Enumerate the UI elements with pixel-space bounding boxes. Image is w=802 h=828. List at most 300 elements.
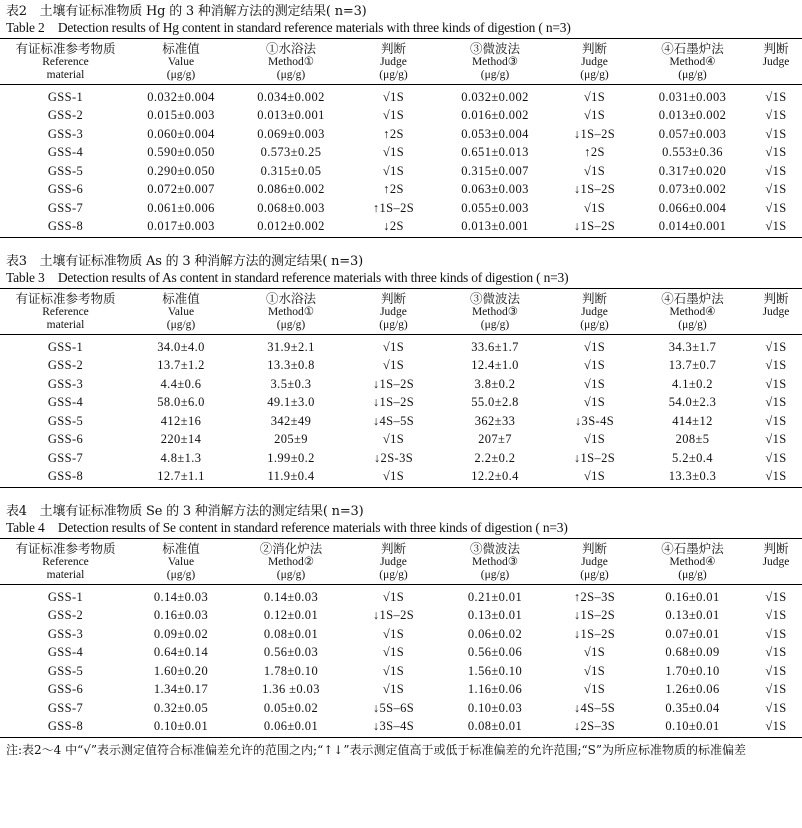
table-cell: √1S xyxy=(765,700,787,715)
header-label-zh: ①水浴法 xyxy=(265,291,316,306)
header-cell xyxy=(231,42,351,82)
header-label-zh: 有证标准参考物质 xyxy=(15,541,116,556)
header-label-zh: ①水浴法 xyxy=(265,41,316,56)
table-cell: 34.0±4.0 xyxy=(157,339,205,354)
header-label-zh: 有证标准参考物质 xyxy=(15,291,116,306)
data-table xyxy=(0,38,802,238)
table-cell: √1S xyxy=(382,682,405,697)
header-label-zh: 判断 xyxy=(380,291,406,306)
header-label-en: material xyxy=(46,569,85,581)
header-label-en: (μg/g) xyxy=(379,319,408,331)
table-row xyxy=(0,218,802,237)
row-label-cell: GSS-6 xyxy=(47,682,84,697)
header-label-en: material xyxy=(46,69,85,81)
header-cell xyxy=(436,292,554,332)
table-cell: √1S xyxy=(583,163,606,178)
header-label-en: (μg/g) xyxy=(480,69,510,81)
table-cell: 0.086±0.002 xyxy=(257,182,325,197)
table-cell: 0.060±0.004 xyxy=(147,126,215,141)
table-cell: ↓1S–2S xyxy=(573,450,616,465)
table-cell: √1S xyxy=(765,395,787,410)
table-cell: ↓4S–5S xyxy=(573,700,616,715)
table-cell: 0.08±0.01 xyxy=(263,626,319,641)
table-cell: 3.8±0.2 xyxy=(474,376,516,391)
table-cell: √1S xyxy=(382,163,405,178)
header-label-en: (μg/g) xyxy=(580,319,609,331)
table-cell: 0.09±0.02 xyxy=(153,626,209,641)
header-label-en: Judge xyxy=(762,56,790,68)
table-row xyxy=(0,681,802,700)
table-cell: ↓2S-3S xyxy=(373,450,414,465)
table-cell: 0.315±0.05 xyxy=(260,163,322,178)
table-cell: 0.017±0.003 xyxy=(147,219,215,234)
header-label-en xyxy=(750,319,802,332)
table-cell: 1.16±0.06 xyxy=(467,682,523,697)
table-cell: 0.10±0.01 xyxy=(153,719,209,734)
table-cell: 0.10±0.01 xyxy=(665,719,720,734)
row-label-cell: GSS-4 xyxy=(47,645,84,660)
header-label-en: (μg/g) xyxy=(166,319,196,331)
table-cell: 0.573±0.25 xyxy=(260,145,322,160)
table-cell: 0.06±0.01 xyxy=(263,719,319,734)
header-label-en: (μg/g) xyxy=(480,319,510,331)
table-cell: √1S xyxy=(765,719,787,734)
table-row xyxy=(0,718,802,737)
table-cell: √1S xyxy=(765,682,787,697)
table-cell: ↓1S–2S xyxy=(573,126,616,141)
table-cell: √1S xyxy=(382,589,405,604)
table-cell: √1S xyxy=(765,469,787,484)
table-cell: 0.032±0.002 xyxy=(461,89,529,104)
header-label-zh: 有证标准参考物质 xyxy=(15,41,116,56)
header-label-en: (μg/g) xyxy=(678,319,707,331)
header-label-en: Method③ xyxy=(471,306,519,318)
row-label-cell: GSS-2 xyxy=(47,108,84,123)
header-cell xyxy=(554,42,635,82)
table-cell: 0.290±0.050 xyxy=(147,163,215,178)
header-label-en: Method④ xyxy=(669,556,716,568)
table-cell: √1S xyxy=(765,358,787,373)
table-cell: √1S xyxy=(765,339,787,354)
header-label-en: Judge xyxy=(762,556,790,568)
table-cell: √1S xyxy=(583,645,606,660)
table-cell: 0.032±0.004 xyxy=(147,89,215,104)
table-cell: ↓1S–2S xyxy=(573,182,616,197)
table-cell: √1S xyxy=(765,376,787,391)
header-cell xyxy=(131,42,231,82)
header-cell xyxy=(750,292,802,332)
table-row xyxy=(0,394,802,413)
header-cell xyxy=(231,292,351,332)
table-cell: √1S xyxy=(765,219,787,234)
table-row xyxy=(0,588,802,607)
header-label-en: (μg/g) xyxy=(379,569,408,581)
table-cell: 0.64±0.14 xyxy=(153,645,209,660)
header-label-en: (μg/g) xyxy=(276,569,306,581)
table-row xyxy=(0,375,802,394)
table-cell: 342±49 xyxy=(270,413,312,428)
header-label-zh: 判断 xyxy=(763,541,789,556)
header-label-zh: 判断 xyxy=(380,41,406,56)
table-cell: √1S xyxy=(765,663,787,678)
row-label-cell: GSS-6 xyxy=(47,182,84,197)
row-label-cell: GSS-7 xyxy=(47,200,84,215)
header-label-en: Judge xyxy=(581,56,608,68)
table-row xyxy=(0,431,802,450)
table-cell: 13.7±1.2 xyxy=(157,358,205,373)
table-cell: ↑2S xyxy=(383,182,404,197)
header-label-zh: 判断 xyxy=(581,541,607,556)
header-label-zh: ②消化炉法 xyxy=(259,541,323,556)
row-label-cell: GSS-5 xyxy=(47,163,84,178)
table-body xyxy=(0,585,802,737)
table-cell: 0.031±0.003 xyxy=(658,89,727,104)
table-row xyxy=(0,181,802,200)
header-label-en: (μg/g) xyxy=(276,69,306,81)
header-label-en: Value xyxy=(167,306,195,318)
table-cell: 0.10±0.03 xyxy=(467,700,523,715)
header-label-en: (μg/g) xyxy=(166,569,196,581)
table-row xyxy=(0,662,802,681)
table-cell: √1S xyxy=(765,450,787,465)
table-cell: √1S xyxy=(583,376,606,391)
table-cell: 1.78±0.10 xyxy=(263,663,319,678)
table-cell: 13.3±0.8 xyxy=(267,358,315,373)
header-cell xyxy=(0,292,131,332)
header-label-en: material xyxy=(46,319,85,331)
table-row xyxy=(0,88,802,107)
header-label-en: (μg/g) xyxy=(480,569,510,581)
table-cell: 0.014±0.001 xyxy=(658,219,727,234)
table-cell: √1S xyxy=(765,163,787,178)
header-cell xyxy=(554,292,635,332)
table-row xyxy=(0,449,802,468)
header-label-en: Judge xyxy=(380,556,407,568)
table-row xyxy=(0,644,802,663)
header-label-en: (μg/g) xyxy=(678,569,707,581)
row-label-cell: GSS-5 xyxy=(47,663,84,678)
table-cell: √1S xyxy=(583,395,606,410)
table-cell: 2.2±0.2 xyxy=(474,450,516,465)
table-cell: 0.56±0.03 xyxy=(263,645,319,660)
header-label-zh: ③微波法 xyxy=(469,41,520,56)
data-table xyxy=(0,538,802,738)
table-cell: 0.21±0.01 xyxy=(467,589,523,604)
table-cell: 0.013±0.002 xyxy=(658,108,727,123)
table-caption-zh: 表3 土壤有证标准物质 As 的 3 种消解方法的测定结果( n=3) xyxy=(6,254,363,269)
table-cell: 31.9±2.1 xyxy=(267,339,315,354)
table-cell: 0.14±0.03 xyxy=(263,589,319,604)
table-cell: √1S xyxy=(765,108,787,123)
header-label-en: (μg/g) xyxy=(276,319,306,331)
table-row xyxy=(0,357,802,376)
row-label-cell: GSS-3 xyxy=(47,376,84,391)
header-label-en: (μg/g) xyxy=(580,569,609,581)
table-cell: 4.1±0.2 xyxy=(672,376,713,391)
table-cell: 0.317±0.020 xyxy=(658,163,727,178)
table-gap xyxy=(0,238,802,254)
header-label-en: Method② xyxy=(267,556,315,568)
table-cell: 0.012±0.002 xyxy=(257,219,325,234)
header-label-zh: 标准值 xyxy=(162,41,200,56)
table-caption-en: Table 2 Detection results of Hg content in standard reference materials with three kinds of digestion ( n=3) xyxy=(6,20,571,35)
table-cell: √1S xyxy=(382,626,405,641)
table-cell: 1.36 ±0.03 xyxy=(262,682,320,697)
table-cell: 12.2±0.4 xyxy=(471,469,519,484)
table-cell: ↑1S–2S xyxy=(372,200,415,215)
row-label-cell: GSS-1 xyxy=(47,589,84,604)
table-cell: ↓4S–5S xyxy=(372,413,415,428)
table-cell: 412±16 xyxy=(160,413,202,428)
header-label-en xyxy=(750,569,802,582)
table-cell: 13.7±0.7 xyxy=(668,358,717,373)
table-cell: 34.3±1.7 xyxy=(668,339,717,354)
table-row xyxy=(0,107,802,126)
table-cell: 0.016±0.002 xyxy=(461,108,529,123)
table-cell: 0.073±0.002 xyxy=(658,182,727,197)
row-label-cell: GSS-3 xyxy=(47,626,84,641)
table-row xyxy=(0,338,802,357)
header-label-en: Method③ xyxy=(471,56,519,68)
table-cell: 0.053±0.004 xyxy=(461,126,529,141)
table-cell: 5.2±0.4 xyxy=(672,450,713,465)
header-cell xyxy=(131,292,231,332)
header-label-en: Judge xyxy=(380,56,407,68)
header-label-zh: ④石墨炉法 xyxy=(661,541,724,556)
row-label-cell: GSS-8 xyxy=(47,469,84,484)
table-cell: 220±14 xyxy=(160,432,202,447)
header-cell xyxy=(0,542,131,582)
table-footnote: 注:表2～4 中“√”表示测定值符合标准偏差允许的范围之内;“↑↓”表示测定值高于或低于标准偏差的允许范围;“S”为所应标准物质的标准偏差 xyxy=(6,743,747,757)
table-cell: 0.066±0.004 xyxy=(658,200,727,215)
table-body xyxy=(0,85,802,237)
header-label-en: (μg/g) xyxy=(580,69,609,81)
table-cell: 0.063±0.003 xyxy=(461,182,529,197)
table-cell: √1S xyxy=(382,89,405,104)
table-cell: ↑2S xyxy=(383,126,404,141)
table-cell: √1S xyxy=(382,108,405,123)
table-row xyxy=(0,607,802,626)
table-cell: √1S xyxy=(382,339,405,354)
table-cell: 0.651±0.013 xyxy=(461,145,529,160)
table-cell: 1.99±0.2 xyxy=(267,450,315,465)
header-label-en: Judge xyxy=(762,306,790,318)
header-label-zh: ③微波法 xyxy=(469,291,520,306)
table-cell: ↓2S xyxy=(383,219,404,234)
row-label-cell: GSS-8 xyxy=(47,219,84,234)
table-cell: 0.07±0.01 xyxy=(665,626,720,641)
header-label-en: Method④ xyxy=(669,56,716,68)
table-cell: √1S xyxy=(765,645,787,660)
table-cell: 0.68±0.09 xyxy=(665,645,720,660)
row-label-cell: GSS-1 xyxy=(47,339,84,354)
table-cell: 0.16±0.03 xyxy=(153,608,209,623)
table-row xyxy=(0,468,802,487)
table-cell: 414±12 xyxy=(672,413,713,428)
header-label-en: Judge xyxy=(581,556,608,568)
table-cell: 0.08±0.01 xyxy=(467,719,523,734)
table-cell: 13.3±0.3 xyxy=(668,469,717,484)
table-cell: √1S xyxy=(583,339,606,354)
table-cell: 0.013±0.001 xyxy=(461,219,529,234)
table-cell: √1S xyxy=(583,358,606,373)
table-gap xyxy=(0,488,802,504)
table-row xyxy=(0,699,802,718)
header-cell xyxy=(436,42,554,82)
header-label-zh: 标准值 xyxy=(162,541,200,556)
header-label-zh: 判断 xyxy=(763,291,789,306)
table-cell: √1S xyxy=(765,145,787,160)
table-cell: ↓1S–2S xyxy=(372,395,415,410)
table-cell: ↑2S–3S xyxy=(573,589,616,604)
table-cell: √1S xyxy=(765,626,787,641)
table-cell: 0.015±0.003 xyxy=(147,108,215,123)
table-caption-zh: 表2 土壤有证标准物质 Hg 的 3 种消解方法的测定结果( n=3) xyxy=(6,4,367,19)
header-cell xyxy=(554,542,635,582)
table-cell: 12.4±1.0 xyxy=(471,358,519,373)
table-cell: √1S xyxy=(765,200,787,215)
table-cell: 0.057±0.003 xyxy=(658,126,727,141)
table-cell: √1S xyxy=(583,663,606,678)
table-cell: 4.4±0.6 xyxy=(160,376,202,391)
table-cell: 1.34±0.17 xyxy=(153,682,209,697)
table-cell: 0.069±0.003 xyxy=(257,126,325,141)
table-cell: 0.13±0.01 xyxy=(665,608,720,623)
table-cell: 0.315±0.007 xyxy=(461,163,529,178)
header-label-en: Judge xyxy=(380,306,407,318)
table-cell: 0.553±0.36 xyxy=(662,145,723,160)
table-cell: √1S xyxy=(583,108,606,123)
table-cell: √1S xyxy=(583,469,606,484)
table-cell: 0.068±0.003 xyxy=(257,200,325,215)
header-label-en: (μg/g) xyxy=(678,69,707,81)
table-cell: √1S xyxy=(765,182,787,197)
table-cell: 0.35±0.04 xyxy=(665,700,720,715)
table-cell: 362±33 xyxy=(474,413,516,428)
header-label-en: Value xyxy=(167,556,195,568)
header-label-en: (μg/g) xyxy=(166,69,196,81)
table-header xyxy=(0,39,802,85)
table-cell: 0.034±0.002 xyxy=(257,89,325,104)
header-cell xyxy=(750,42,802,82)
table-body xyxy=(0,335,802,487)
table-cell: √1S xyxy=(382,432,405,447)
table-cell: 205±9 xyxy=(274,432,308,447)
header-label-zh: 判断 xyxy=(763,41,789,56)
table-cell: 0.12±0.01 xyxy=(263,608,319,623)
row-label-cell: GSS-1 xyxy=(47,89,84,104)
row-label-cell: GSS-7 xyxy=(47,450,84,465)
header-label-zh: ④石墨炉法 xyxy=(661,41,724,56)
header-label-en xyxy=(750,69,802,82)
header-label-en: Value xyxy=(167,56,195,68)
tables-container xyxy=(0,4,802,738)
table-cell: ↑2S xyxy=(584,145,605,160)
header-cell xyxy=(0,42,131,82)
data-table xyxy=(0,288,802,488)
table-cell: 1.56±0.10 xyxy=(467,663,523,678)
table-cell: √1S xyxy=(765,432,787,447)
row-label-cell: GSS-4 xyxy=(47,145,84,160)
header-cell xyxy=(131,542,231,582)
header-cell xyxy=(351,292,436,332)
header-label-en: Reference xyxy=(42,56,89,68)
table-cell: √1S xyxy=(765,608,787,623)
table-cell: 1.60±0.20 xyxy=(153,663,209,678)
row-label-cell: GSS-4 xyxy=(47,395,84,410)
table-cell: 12.7±1.1 xyxy=(157,469,205,484)
header-label-zh: 标准值 xyxy=(162,291,200,306)
table-cell: 0.16±0.01 xyxy=(665,589,720,604)
table-cell: √1S xyxy=(765,413,787,428)
header-cell xyxy=(635,292,750,332)
row-label-cell: GSS-3 xyxy=(47,126,84,141)
header-label-en: Judge xyxy=(581,306,608,318)
header-label-en: Method③ xyxy=(471,556,519,568)
table-cell: 58.0±6.0 xyxy=(157,395,205,410)
table-cell: √1S xyxy=(382,663,405,678)
row-label-cell: GSS-5 xyxy=(47,413,84,428)
table-cell: 33.6±1.7 xyxy=(471,339,519,354)
table-cell: ↓5S–6S xyxy=(372,700,415,715)
header-cell xyxy=(750,542,802,582)
table-cell: ↓1S–2S xyxy=(573,608,616,623)
header-label-en: Method① xyxy=(267,56,315,68)
table-header xyxy=(0,289,802,335)
table-cell: 11.9±0.4 xyxy=(267,469,315,484)
table-cell: 4.8±1.3 xyxy=(160,450,202,465)
table-cell: 0.013±0.001 xyxy=(257,108,325,123)
table-row xyxy=(0,412,802,431)
header-cell xyxy=(635,42,750,82)
table-cell: ↓2S–3S xyxy=(573,719,616,734)
table-cell: √1S xyxy=(583,682,606,697)
table-cell: 1.70±0.10 xyxy=(665,663,720,678)
table-cell: √1S xyxy=(382,645,405,660)
table-cell: 0.05±0.02 xyxy=(263,700,319,715)
table-header xyxy=(0,539,802,585)
table-cell: 0.072±0.007 xyxy=(147,182,215,197)
table-cell: 0.055±0.003 xyxy=(461,200,529,215)
header-label-zh: 判断 xyxy=(581,291,607,306)
table-cell: 49.1±3.0 xyxy=(267,395,315,410)
table-cell: 208±5 xyxy=(675,432,710,447)
table-cell: √1S xyxy=(583,200,606,215)
table-cell: 0.13±0.01 xyxy=(467,608,523,623)
table-cell: √1S xyxy=(382,145,405,160)
table-caption-en: Table 4 Detection results of Se content in standard reference materials with three kinds of digestion ( n=3) xyxy=(6,520,568,535)
table-cell: ↓1S–2S xyxy=(372,608,415,623)
table-cell: √1S xyxy=(583,89,606,104)
header-cell xyxy=(351,42,436,82)
table-cell: 0.56±0.06 xyxy=(467,645,523,660)
row-label-cell: GSS-2 xyxy=(47,608,84,623)
header-label-zh: 判断 xyxy=(581,41,607,56)
table-cell: ↓3S-4S xyxy=(574,413,615,428)
table-cell: √1S xyxy=(382,469,405,484)
table-cell: ↓1S–2S xyxy=(573,626,616,641)
table-cell: 1.26±0.06 xyxy=(665,682,720,697)
table-cell: 55.0±2.8 xyxy=(471,395,519,410)
row-label-cell: GSS-6 xyxy=(47,432,84,447)
row-label-cell: GSS-7 xyxy=(47,700,84,715)
table-cell: 0.06±0.02 xyxy=(467,626,523,641)
table-row xyxy=(0,125,802,144)
table-row xyxy=(0,144,802,163)
table-cell: 0.32±0.05 xyxy=(153,700,209,715)
table-cell: √1S xyxy=(382,358,405,373)
table-cell: ↓1S–2S xyxy=(372,376,415,391)
